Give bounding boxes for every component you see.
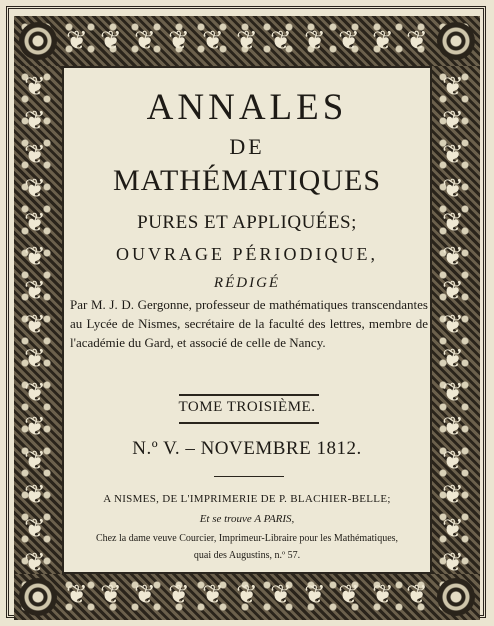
acanthus-leaf-icon: ❦ — [24, 140, 46, 169]
acanthus-leaf-icon: ❦ — [66, 580, 88, 609]
acanthus-leaf-icon: ❦ — [24, 242, 46, 271]
acanthus-leaf-icon: ❦ — [442, 514, 464, 543]
acanthus-leaf-icon: ❦ — [406, 26, 428, 55]
acanthus-leaf-icon: ❦ — [24, 412, 46, 441]
acanthus-leaf-icon: ❦ — [442, 378, 464, 407]
acanthus-leaf-icon: ❦ — [338, 580, 360, 609]
imprint-line-2: Et se trouve A PARIS, — [199, 513, 295, 525]
acanthus-leaf-icon: ❦ — [406, 580, 428, 609]
acanthus-leaf-icon: ❦ — [442, 242, 464, 271]
acanthus-leaf-icon: ❦ — [442, 276, 464, 305]
rosette-icon — [19, 22, 57, 60]
acanthus-leaf-icon: ❦ — [442, 548, 464, 577]
acanthus-leaf-icon: ❦ — [24, 72, 46, 101]
acanthus-leaf-icon: ❦ — [236, 580, 258, 609]
author-paragraph: Par M. J. D. Gergonne, professeur de mathématiques transcendantes au Lycée de Nismes, secrétaire de la faculté des lettres, membre de l'académie du Gard, et associé de celle de Nancy. — [70, 297, 428, 350]
text-panel — [62, 66, 432, 574]
acanthus-leaf-icon: ❦ — [202, 26, 224, 55]
acanthus-leaf-icon: ❦ — [168, 26, 190, 55]
acanthus-leaf-icon: ❦ — [100, 580, 122, 609]
acanthus-leaf-icon: ❦ — [24, 378, 46, 407]
acanthus-leaf-icon: ❦ — [442, 140, 464, 169]
acanthus-leaf-icon: ❦ — [24, 446, 46, 475]
acanthus-leaf-icon: ❦ — [24, 344, 46, 373]
divider — [214, 476, 284, 477]
acanthus-leaf-icon: ❦ — [24, 514, 46, 543]
acanthus-leaf-icon: ❦ — [24, 310, 46, 339]
acanthus-leaf-icon: ❦ — [304, 26, 326, 55]
acanthus-leaf-icon: ❦ — [304, 580, 326, 609]
title-annales: ANNALES — [146, 87, 348, 128]
acanthus-leaf-icon: ❦ — [100, 26, 122, 55]
acanthus-leaf-icon: ❦ — [442, 208, 464, 237]
imprint-line-3: Chez la dame veuve Courcier, Imprimeur-Libraire pour les Mathématiques, — [95, 533, 399, 544]
acanthus-leaf-icon: ❦ — [236, 26, 258, 55]
acanthus-leaf-icon: ❦ — [24, 208, 46, 237]
acanthus-leaf-icon: ❦ — [270, 26, 292, 55]
acanthus-leaf-icon: ❦ — [442, 344, 464, 373]
acanthus-leaf-icon: ❦ — [134, 26, 156, 55]
issue-label: N.º V. – NOVEMBRE 1812. — [132, 438, 362, 459]
acanthus-leaf-icon: ❦ — [202, 580, 224, 609]
acanthus-leaf-icon: ❦ — [442, 412, 464, 441]
acanthus-leaf-icon: ❦ — [24, 174, 46, 203]
acanthus-leaf-icon: ❦ — [168, 580, 190, 609]
imprint-line-1: A NISMES, DE L'IMPRIMERIE DE P. BLACHIER-BELLE; — [103, 493, 391, 505]
acanthus-leaf-icon: ❦ — [24, 548, 46, 577]
title-de: DE — [229, 134, 265, 159]
title-mathematiques: MATHÉMATIQUES — [113, 164, 381, 197]
imprint-line-4: quai des Augustins, n.º 57. — [193, 550, 301, 561]
acanthus-leaf-icon: ❦ — [24, 106, 46, 135]
acanthus-leaf-icon: ❦ — [442, 72, 464, 101]
acanthus-leaf-icon: ❦ — [372, 580, 394, 609]
subtitle-redige: RÉDIGÉ — [213, 275, 281, 291]
subtitle-pures-appliquees: PURES ET APPLIQUÉES; — [137, 212, 357, 233]
acanthus-leaf-icon: ❦ — [442, 480, 464, 509]
rosette-icon — [437, 578, 475, 616]
acanthus-leaf-icon: ❦ — [24, 276, 46, 305]
acanthus-leaf-icon: ❦ — [270, 580, 292, 609]
divider — [179, 422, 319, 424]
acanthus-leaf-icon: ❦ — [338, 26, 360, 55]
acanthus-leaf-icon: ❦ — [134, 580, 156, 609]
acanthus-leaf-icon: ❦ — [442, 174, 464, 203]
acanthus-leaf-icon: ❦ — [24, 480, 46, 509]
volume-label: TOME TROISIÈME. — [178, 399, 316, 415]
rosette-icon — [437, 22, 475, 60]
subtitle-ouvrage-periodique: OUVRAGE PÉRIODIQUE, — [116, 244, 378, 264]
acanthus-leaf-icon: ❦ — [442, 446, 464, 475]
rosette-icon — [19, 578, 57, 616]
acanthus-leaf-icon: ❦ — [442, 310, 464, 339]
acanthus-leaf-icon: ❦ — [442, 106, 464, 135]
divider — [179, 394, 319, 396]
acanthus-leaf-icon: ❦ — [372, 26, 394, 55]
acanthus-leaf-icon: ❦ — [66, 26, 88, 55]
